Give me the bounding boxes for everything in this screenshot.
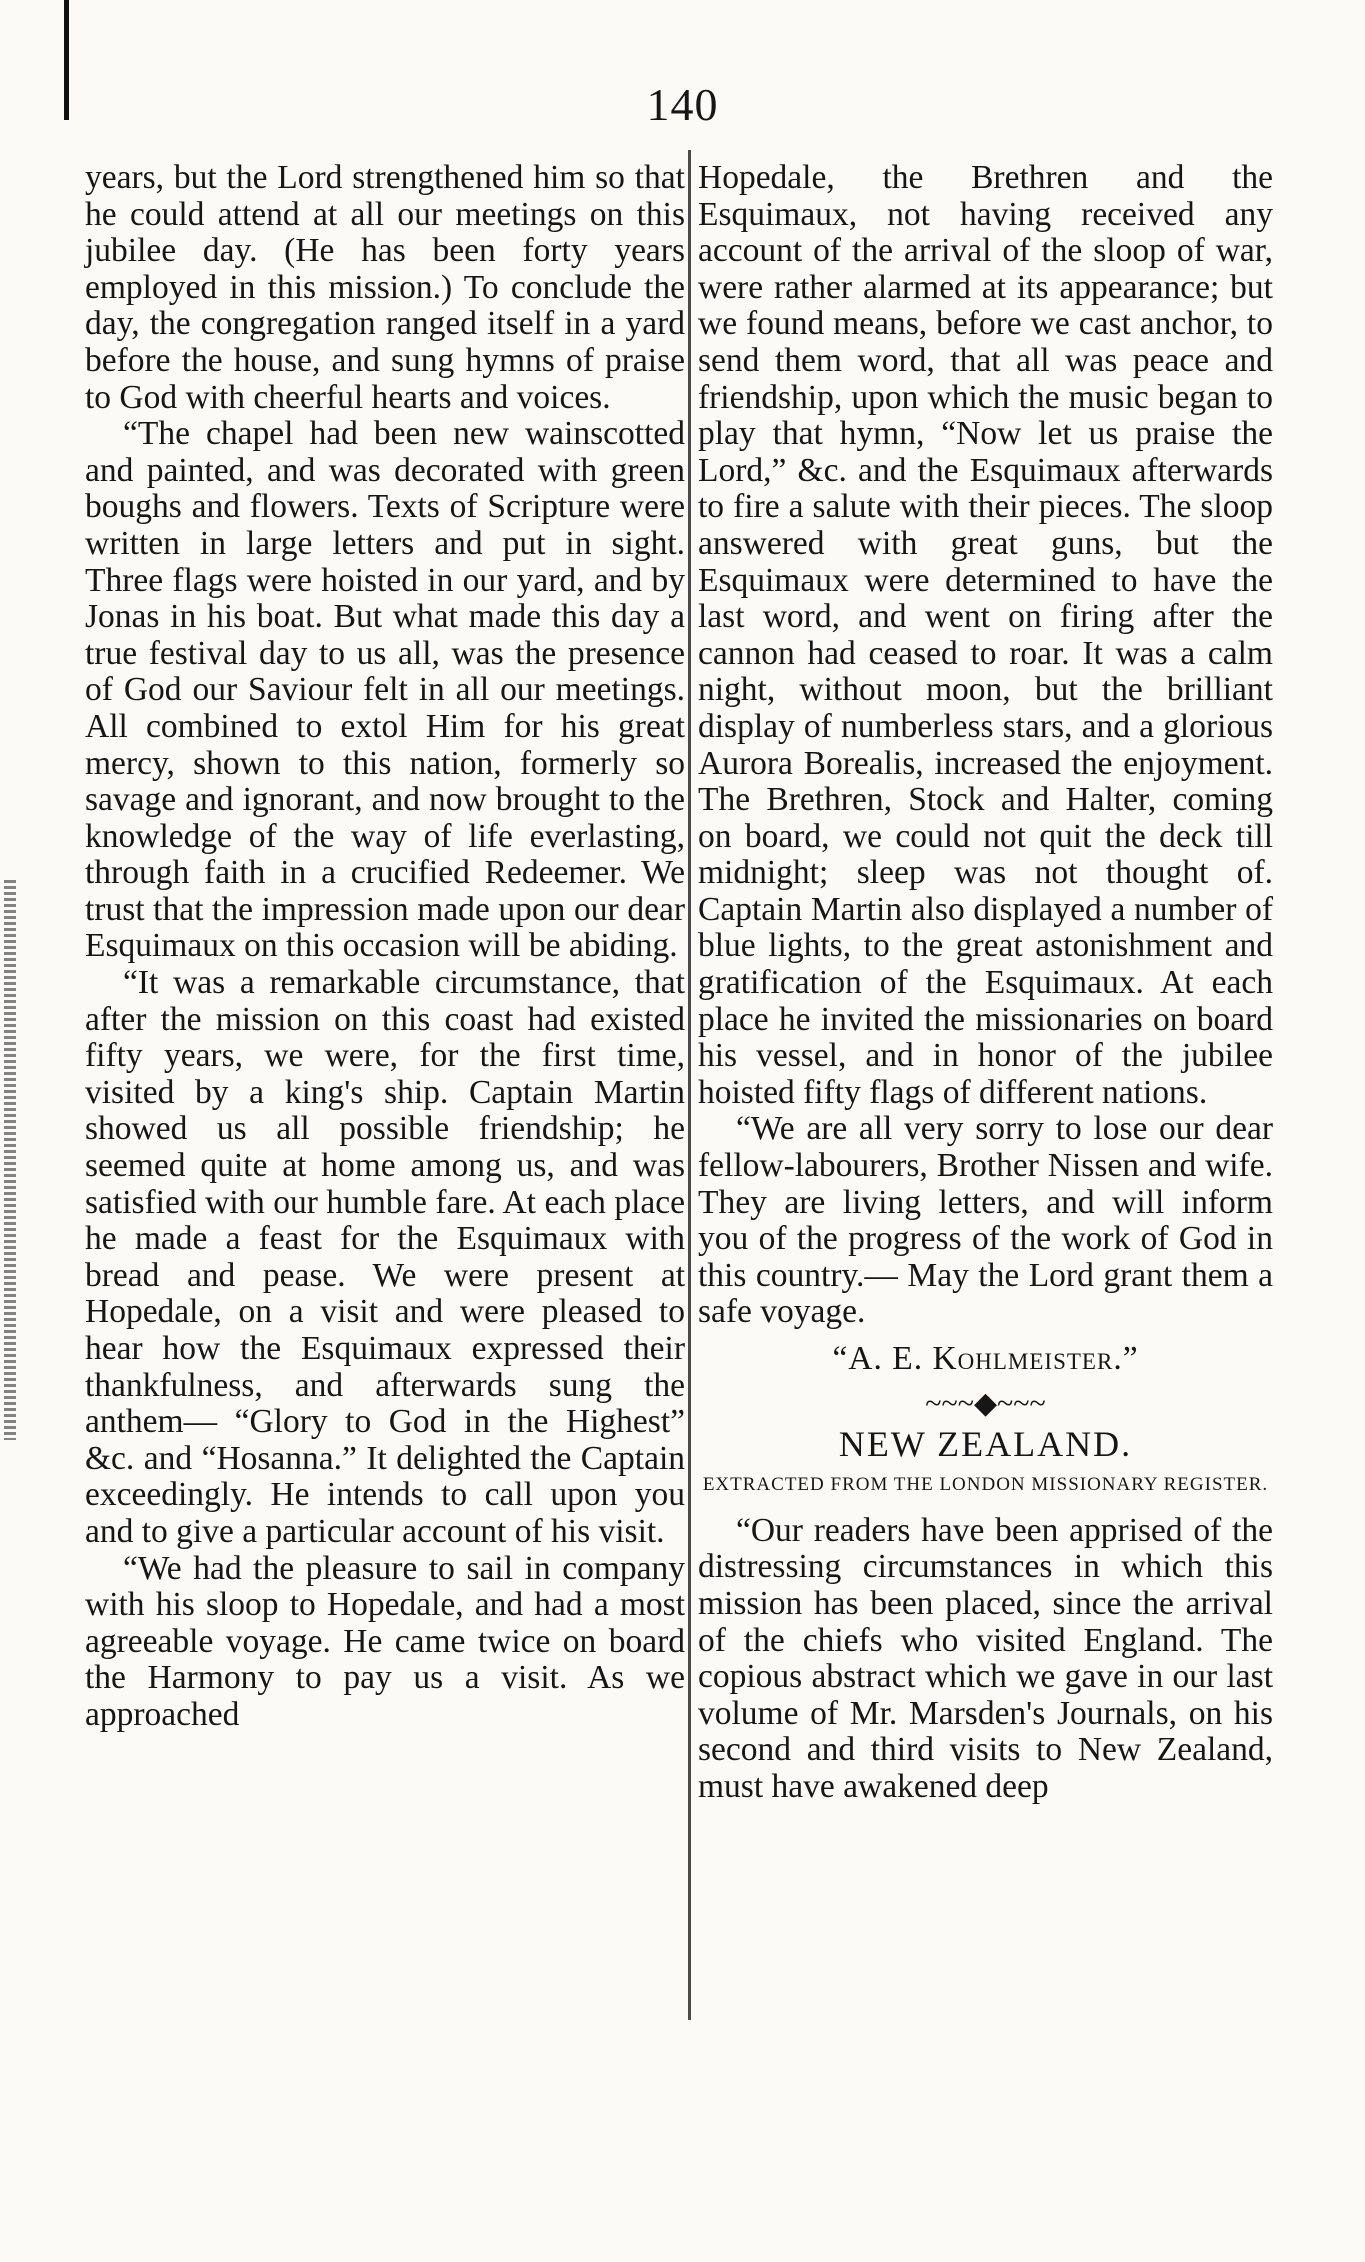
page-edge-shadow [4,880,16,1440]
paragraph: years, but the Lord strengthened him so that he could attend at all our meetings on this jubilee day. (He has been forty years employed in this mission.) To conclude the day, the congregation ranged itself in a yard before the house, and sung hymns of praise to God with cheerful hearts and voices. [85,159,685,416]
column-divider [688,150,691,2020]
section-heading: NEW ZEALAND. [838,1424,1133,1465]
paragraph: “We are all very sorry to lose our dear fellow-labourers, Brother Nissen and wife. They are living letters, and will inform you of the progress of the work of God in this country.— May the Lord grant them a safe voyage. [698,1110,1273,1331]
right-column [698,160,1273,1806]
paragraph: “The chapel had been new wainscotted and painted, and was decorated with green boughs and flowers. Texts of Scripture were written in large letters and put in sight. Three flags were hoisted in our yard, and by Jonas in his boat. But what made this day a true festival day to us all, was the presence of God our Saviour felt in all our meetings. All combined to extol Him for his great mercy, shown to this nation, formerly so savage and ignorant, and now brought to the knowledge of the way of life everlasting, through faith in a crucified Redeemer. We trust that the impression made upon our dear Esquimaux on this occasion will be abiding. [85,415,685,965]
section-subheading: EXTRACTED FROM THE LONDON MISSIONARY REGISTER. [702,1473,1269,1495]
ornament-divider: ~~~◆~~~ [925,1386,1046,1420]
left-column [85,160,685,1734]
paragraph: “We had the pleasure to sail in company with his sloop to Hopedale, and had a most agreeable voyage. He came twice on board the Harmony to pay us a visit. As we approached [85,1549,685,1733]
signature: “A. E. Kohlmeister.” [832,1340,1139,1377]
paragraph: “It was a remarkable circumstance, that after the mission on this coast had existed fifty years, we were, for the first time, visited by a king's ship. Captain Martin showed us all possible friendship; he seemed quite at home among us, and was satisfied with our humble fare. At each place he made a feast for the Esquimaux with bread and pease. We were present at Hopedale, on a visit and were pleased to hear how the Esquimaux expressed their thankfulness, and afterwards sung the anthem— “Glory to God in the Highest” &c. and “Hosanna.” It delighted the Captain exceedingly. He intends to call upon you and to give a particular account of his visit. [85,964,685,1550]
page-number: 140 [646,79,719,130]
paragraph: Hopedale, the Brethren and the Esquimaux, not having received any account of the arrival of the sloop of war, were rather alarmed at its appearance; but we found means, before we cast anchor, to send them word, that all was peace and friendship, upon which the music began to play that hymn, “Now let us praise the Lord,” &c. and the Esquimaux afterwards to fire a salute with their pieces. The sloop answered with great guns, but the Esquimaux were determined to have the last word, and went on firing after the cannon had ceased to roar. It was a calm night, without moon, but the brilliant display of numberless stars, and a glorious Aurora Borealis, increased the enjoyment. The Brethren, Stock and Halter, coming on board, we could not quit the deck till midnight; sleep was not thought of. Captain Martin also displayed a number of blue lights, to the great astonishment and gratification of the Esquimaux. At each place he invited the missionaries on board his vessel, and in honor of the jubilee hoisted fifty flags of different nations. [698,159,1273,1111]
paragraph: “Our readers have been apprised of the distressing circumstances in which this mission has been placed, since the arrival of the chiefs who visited England. The copious abstract which we gave in our last volume of Mr. Marsden's Journals, on his second and third visits to New Zealand, must have awakened deep [698,1511,1273,1805]
